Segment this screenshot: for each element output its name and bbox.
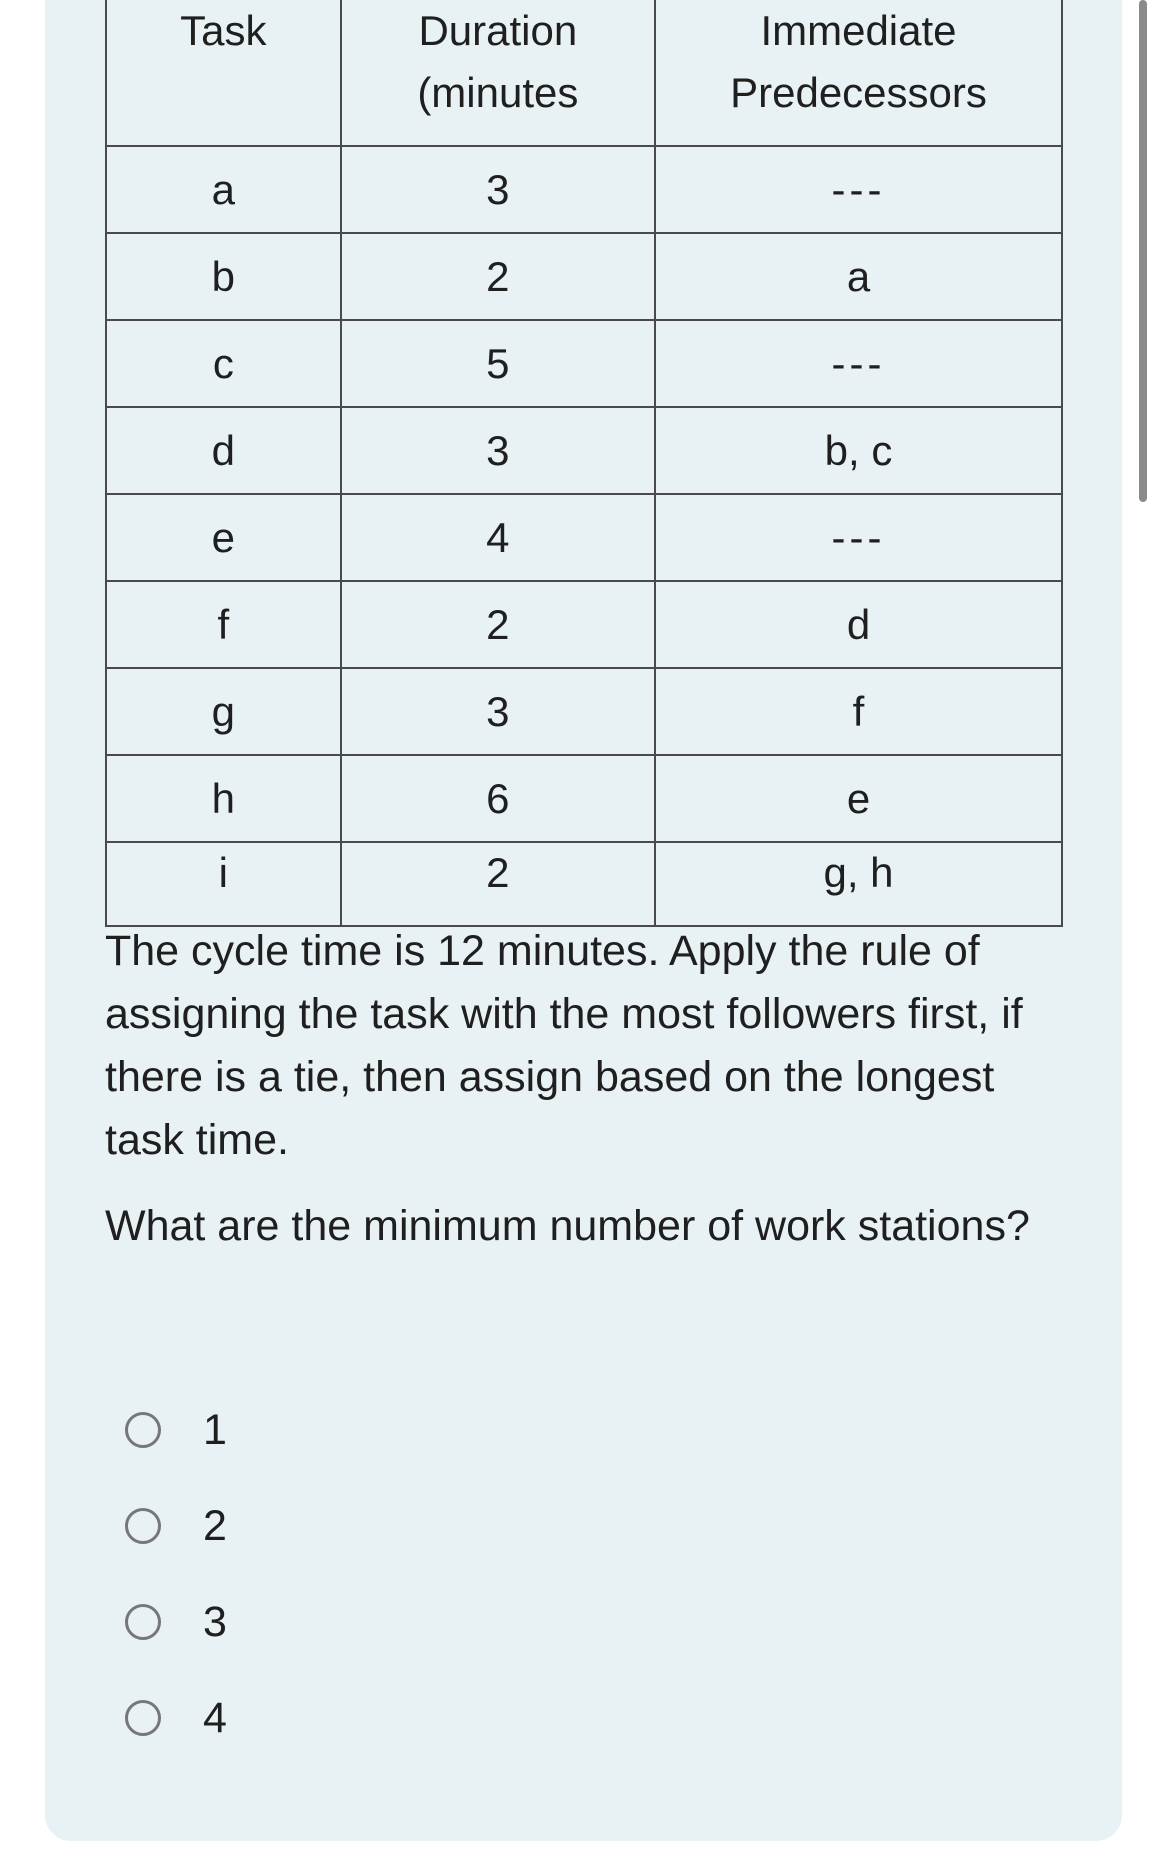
task-cell: g <box>106 668 341 755</box>
header-task <box>106 0 341 146</box>
option-3[interactable] <box>125 1592 227 1652</box>
option-label: 1 <box>203 1405 227 1454</box>
table-row <box>106 407 1062 494</box>
predecessors-cell: --- <box>655 320 1062 407</box>
header-duration-line2: (minutes <box>417 69 579 116</box>
header-predecessors <box>655 0 1062 146</box>
duration-cell: 4 <box>341 494 655 581</box>
header-duration-line1: Duration <box>418 7 578 54</box>
option-label: 2 <box>203 1501 227 1550</box>
table-row <box>106 668 1062 755</box>
option-1[interactable] <box>125 1400 227 1460</box>
task-cell: e <box>106 494 341 581</box>
duration-cell: 6 <box>341 755 655 842</box>
option-2[interactable] <box>125 1496 227 1556</box>
table-row <box>106 842 1062 926</box>
radio-button-icon[interactable] <box>125 1412 161 1448</box>
question-prompt: What are the minimum number of work stations? <box>105 1202 1030 1250</box>
header-pred-line2: Predecessors <box>730 69 987 116</box>
header-task-label: Task <box>180 7 267 54</box>
header-duration <box>341 0 655 146</box>
duration-cell: 5 <box>341 320 655 407</box>
option-label: 4 <box>203 1693 227 1742</box>
task-cell: d <box>106 407 341 494</box>
question-instructions: The cycle time is 12 minutes. Apply the rule of assigning the task with the most followers first, if there is a tie, then assign based on the longest task time. <box>105 927 1023 1164</box>
task-table <box>105 0 1063 927</box>
table-row <box>106 233 1062 320</box>
predecessors-cell: e <box>655 755 1062 842</box>
predecessors-cell: a <box>655 233 1062 320</box>
predecessors-cell: g, h <box>655 842 1062 926</box>
duration-cell: 3 <box>341 407 655 494</box>
table-row <box>106 581 1062 668</box>
duration-cell: 3 <box>341 146 655 233</box>
radio-button-icon[interactable] <box>125 1700 161 1736</box>
table-header-row <box>106 0 1062 146</box>
predecessors-cell: --- <box>655 146 1062 233</box>
table-row <box>106 755 1062 842</box>
duration-cell: 2 <box>341 233 655 320</box>
header-pred-line1: Immediate <box>760 7 957 54</box>
radio-button-icon[interactable] <box>125 1604 161 1640</box>
radio-button-icon[interactable] <box>125 1508 161 1544</box>
predecessors-cell: d <box>655 581 1062 668</box>
table-row <box>106 320 1062 407</box>
option-4[interactable] <box>125 1688 227 1748</box>
table-row <box>106 146 1062 233</box>
task-cell: c <box>106 320 341 407</box>
duration-cell: 2 <box>341 842 655 926</box>
task-cell: a <box>106 146 341 233</box>
duration-cell: 2 <box>341 581 655 668</box>
task-cell: b <box>106 233 341 320</box>
table-row <box>106 494 1062 581</box>
task-cell: h <box>106 755 341 842</box>
predecessors-cell: --- <box>655 494 1062 581</box>
predecessors-cell: b, c <box>655 407 1062 494</box>
task-cell: f <box>106 581 341 668</box>
task-cell: i <box>106 842 341 926</box>
predecessors-cell: f <box>655 668 1062 755</box>
scrollbar[interactable] <box>1139 0 1147 502</box>
option-label: 3 <box>203 1597 227 1646</box>
duration-cell: 3 <box>341 668 655 755</box>
